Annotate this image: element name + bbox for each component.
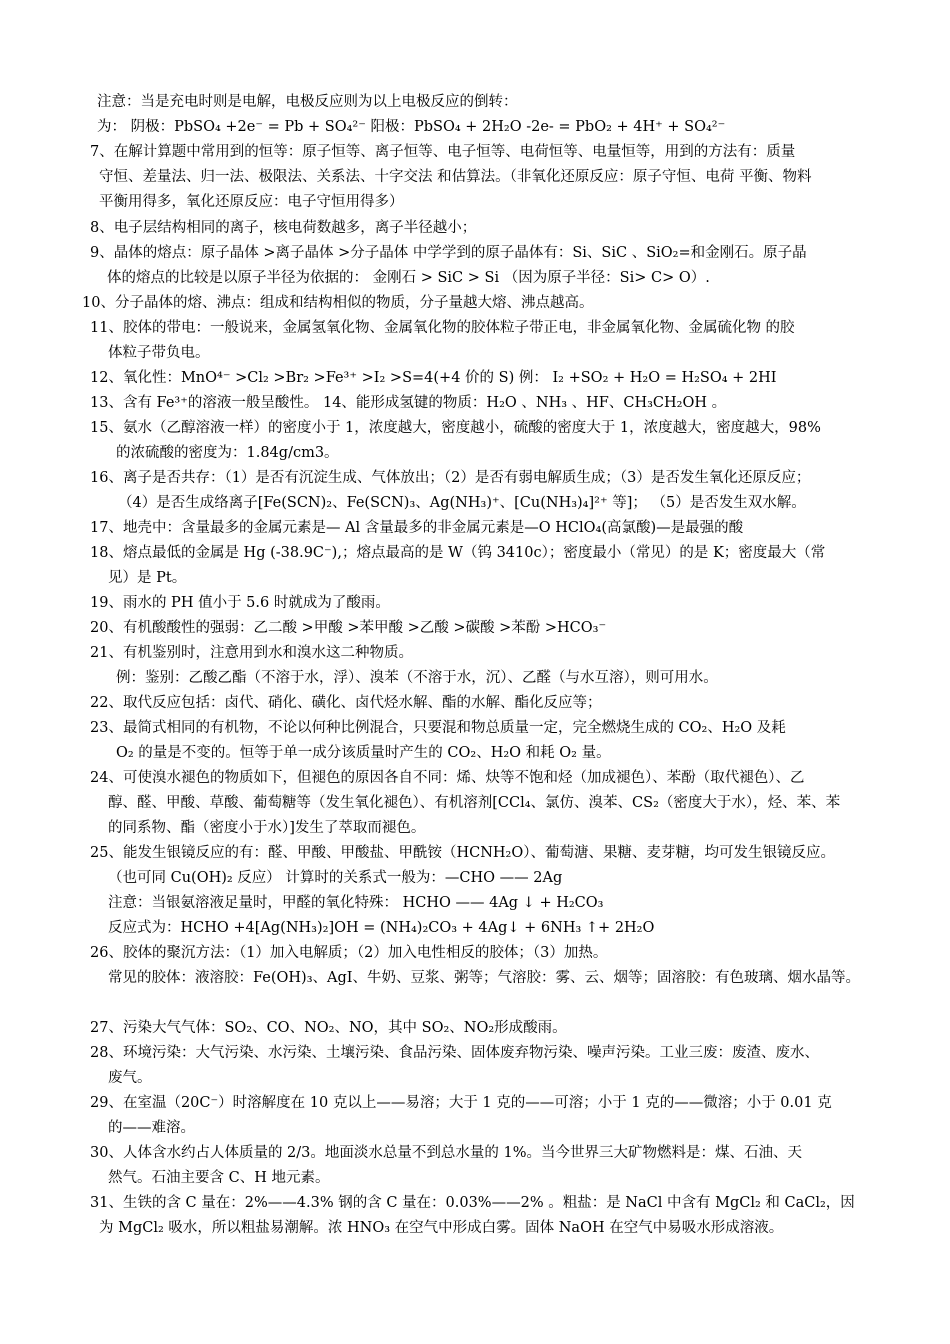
text-line: O₂ 的量是不变的。恒等于单一成分该质量时产生的 CO₂、H₂O 和耗 O₂ 量。: [116, 745, 611, 761]
text-line: 10、分子晶体的熔、沸点：组成和结构相似的物质，分子量越大熔、沸点越高。: [82, 295, 594, 311]
text-line: 废气。: [108, 1070, 152, 1086]
text-line: 的——难溶。: [108, 1120, 195, 1136]
text-line: 例：鉴别：乙酸乙酯（不溶于水，浮）、溴苯（不溶于水，沉）、乙醛（与水互溶），则可用水。: [116, 670, 718, 686]
text-line: 注意：当是充电时则是电解，电极反应则为以上电极反应的倒转：: [97, 94, 518, 110]
text-line: 29、在室温（20C⁻）时溶解度在 10 克以上——易溶；大于 1 克的——可溶；小于 1 克的——微溶；小于 0.01 克: [90, 1095, 832, 1111]
text-line: 23、最简式相同的有机物，不论以何种比例混合，只要混和物总质量一定，完全燃烧生成的 CO₂、H₂O 及耗: [90, 720, 786, 736]
text-line: 为 MgCl₂ 吸水，所以粗盐易潮解。浓 HNO₃ 在空气中形成白雾。固体 NaOH 在空气中易吸水形成溶液。: [99, 1220, 784, 1236]
text-line: 22、取代反应包括：卤代、硝化、磺化、卤代烃水解、酯的水解、酯化反应等；: [90, 695, 602, 711]
text-line: 15、氨水（乙醇溶液一样）的密度小于 1，浓度越大，密度越小，硫酸的密度大于 1，浓度越大，密度越大，98%: [90, 420, 821, 436]
text-line: 24、可使溴水褪色的物质如下，但褪色的原因各自不同：烯、炔等不饱和烃（加成褪色）、苯酚（取代褪色）、乙: [90, 770, 805, 786]
text-line: 的浓硫酸的密度为：1.84g/cm3。: [116, 445, 339, 461]
text-line: 31、生铁的含 C 量在：2%——4.3% 钢的含 C 量在：0.03%——2% 。粗盐：是 NaCl 中含有 MgCl₂ 和 CaCl₂，因: [90, 1195, 855, 1211]
text-line: 平衡用得多，氧化还原反应：电子守恒用得多）: [99, 194, 404, 210]
text-line: 16、离子是否共存：（1）是否有沉淀生成、气体放出；（2）是否有弱电解质生成；（3）是否发生氧化还原反应；: [90, 470, 811, 486]
text-line: 18、熔点最低的金属是 Hg (-38.9C⁻),；熔点最高的是 W（钨 3410c）；密度最小（常见）的是 K；密度最大（常: [90, 545, 826, 561]
text-line: 19、雨水的 PH 值小于 5.6 时就成为了酸雨。: [90, 595, 390, 611]
text-line: 为： 阴极：PbSO₄ +2e⁻ = Pb + SO₄²⁻ 阳极：PbSO₄ + 2H₂O -2e- = PbO₂ + 4H⁺ + SO₄²⁻: [97, 119, 726, 135]
text-line: 注意：当银氨溶液足量时，甲醛的氧化特殊： HCHO —— 4Ag ↓ + H₂CO₃: [108, 895, 604, 911]
text-line: 见）是 Pt。: [108, 570, 187, 586]
text-line: 26、胶体的聚沉方法：（1）加入电解质；（2）加入电性相反的胶体；（3）加热。: [90, 945, 608, 961]
text-line: （4）是否生成络离子[Fe(SCN)₂、Fe(SCN)₃、Ag(NH₃)⁺、[Cu(NH₃)₄]²⁺ 等]； （5）是否发生双水解。: [118, 495, 806, 511]
text-line: 25、能发生银镜反应的有：醛、甲酸、甲酸盐、甲酰铵（HCNH₂O）、葡萄溏、果糖、麦芽糖，均可发生银镜反应。: [90, 845, 835, 861]
text-line: 20、有机酸酸性的强弱：乙二酸 >甲酸 >苯甲酸 >乙酸 >碳酸 >苯酚 >HCO₃⁻: [90, 620, 607, 636]
text-line: 17、地壳中：含量最多的金属元素是— Al 含量最多的非金属元素是—O HClO₄(高氯酸)—是最强的酸: [90, 520, 744, 536]
text-line: 9、晶体的熔点：原子晶体 >离子晶体 >分子晶体 中学学到的原子晶体有：Si、SiC 、SiO₂=和金刚石。原子晶: [90, 245, 807, 261]
text-line: 守恒、差量法、归一法、极限法、关系法、十字交法 和估算法。（非氧化还原反应：原子守恒、电荷 平衡、物料: [99, 169, 812, 185]
text-line: 7、在解计算题中常用到的恒等：原子恒等、离子恒等、电子恒等、电荷恒等、电量恒等，用到的方法有：质量: [90, 144, 796, 160]
text-line: 的同系物、酯（密度小于水）]发生了萃取而褪色。: [108, 820, 426, 836]
text-line: 8、电子层结构相同的离子，核电荷数越多，离子半径越小；: [90, 220, 477, 236]
text-line: 27、污染大气气体：SO₂、CO、NO₂、NO，其中 SO₂、NO₂形成酸雨。: [90, 1020, 567, 1036]
text-line: （也可同 Cu(OH)₂ 反应） 计算时的关系式一般为：—CHO —— 2Ag: [108, 870, 563, 886]
text-line: 12、氧化性：MnO⁴⁻ >Cl₂ >Br₂ >Fe³⁺ >I₂ >S=4(+4 价的 S) 例： I₂ +SO₂ + H₂O = H₂SO₄ + 2HI: [90, 370, 777, 386]
text-line: 13、含有 Fe³⁺的溶液一般呈酸性。 14、能形成氢键的物质：H₂O 、NH₃ 、HF、CH₃CH₂OH 。: [90, 395, 727, 411]
text-line: 体的熔点的比较是以原子半径为依据的： 金刚石 > SiC > Si （因为原子半径：Si> C> O）.: [107, 270, 710, 286]
text-line: 反应式为：HCHO +4[Ag(NH₃)₂]OH = (NH₄)₂CO₃ + 4Ag↓ + 6NH₃ ↑+ 2H₂O: [108, 920, 655, 936]
text-line: 28、环境污染：大气污染、水污染、土壤污染、食品污染、固体废弃物污染、噪声污染。工业三废：废渣、废水、: [90, 1045, 819, 1061]
text-line: 30、人体含水约占人体质量的 2/3。地面淡水总量不到总水量的 1%。当今世界三大矿物燃料是：煤、石油、天: [90, 1145, 803, 1161]
text-line: 常见的胶体：液溶胶：Fe(OH)₃、AgI、牛奶、豆浆、粥等；气溶胶：雾、云、烟等；固溶胶：有色玻璃、烟水晶等。: [108, 970, 860, 986]
text-line: 醇、醛、甲酸、草酸、葡萄糖等（发生氧化褪色）、有机溶剂[CCl₄、氯仿、溴苯、CS₂（密度大于水），烃、苯、苯: [108, 795, 841, 811]
text-line: 体粒子带负电。: [108, 345, 210, 361]
text-line: 21、有机鉴别时，注意用到水和溴水这二种物质。: [90, 645, 413, 661]
text-line: 然气。石油主要含 C、H 地元素。: [108, 1170, 330, 1186]
text-line: 11、胶体的带电：一般说来，金属氢氧化物、金属氧化物的胶体粒子带正电，非金属氧化物、金属硫化物 的胶: [90, 320, 795, 336]
